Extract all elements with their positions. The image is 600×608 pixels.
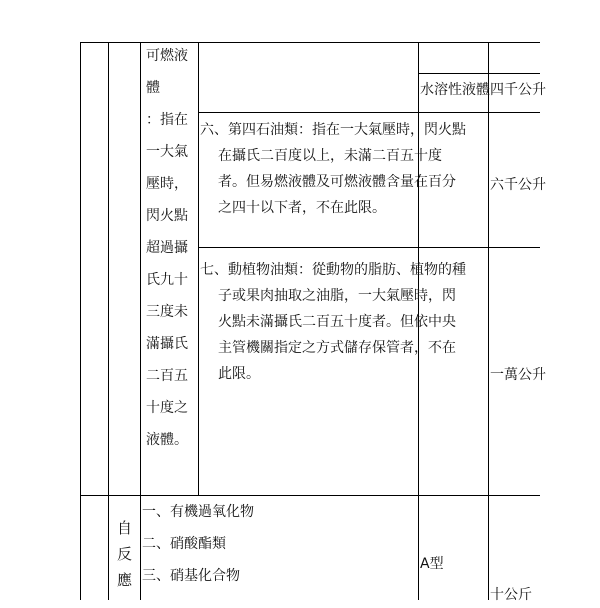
item6-line: 在攝氏二百度以上，未滿二百五十度 — [218, 148, 442, 164]
item7-quantity: 一萬公升 — [490, 367, 546, 383]
header-char: 自 — [117, 519, 133, 537]
self-reactive-item: 一、有機過氧化物 — [142, 504, 254, 520]
row-border-water-soluble-top — [418, 73, 540, 74]
water-soluble-quantity: 四千公升 — [490, 82, 546, 98]
definition-line: 三度未 — [146, 304, 188, 320]
item7-line: 子或果肉抽取之油脂，一大氣壓時，閃 — [218, 288, 456, 304]
definition-line: 十度之 — [146, 400, 188, 416]
col-border-6 — [488, 42, 489, 600]
self-reactive-type: A型 — [420, 556, 444, 572]
item7-line: 此限。 — [218, 366, 260, 382]
item7-line: 主管機關指定之方式儲存保管者，不在 — [218, 340, 456, 356]
header-char: 反 — [117, 545, 133, 563]
definition-line: 二百五 — [146, 368, 188, 384]
definition-line: 閃火點 — [146, 208, 188, 224]
col-border-1 — [80, 42, 81, 600]
header-char: 應 — [117, 571, 133, 589]
self-reactive-items — [142, 496, 254, 592]
col-border-4 — [198, 42, 199, 495]
definition-line: 一大氣 — [146, 144, 188, 160]
col-border-2 — [108, 42, 109, 600]
item6-line: 六、第四石油類：指在一大氣壓時，閃火點 — [200, 122, 466, 138]
item7-description — [200, 257, 466, 387]
item6-line: 者。但易燃液體及可燃液體含量在百分 — [218, 174, 456, 190]
definition-line: 可燃液 — [146, 48, 188, 64]
self-reactive-item: 二、硝酸酯類 — [142, 536, 226, 552]
item6-quantity: 六千公升 — [490, 177, 546, 193]
water-soluble-label: 水溶性液體 — [420, 82, 490, 98]
combustible-liquid-definition — [146, 40, 188, 456]
item6-description — [200, 117, 466, 221]
definition-line: 氏九十 — [146, 272, 188, 288]
definition-line: ：指在 — [146, 112, 188, 128]
self-reactive-quantity: 十公斤 — [490, 587, 532, 603]
definition-line: 體 — [146, 80, 160, 96]
item7-line: 火點未滿攝氏二百五十度者。但依中央 — [218, 314, 456, 330]
col-border-3 — [140, 42, 141, 600]
definition-line: 液體。 — [146, 432, 188, 448]
definition-line: 超過攝 — [146, 240, 188, 256]
self-reactive-header — [117, 515, 132, 593]
definition-line: 壓時， — [146, 176, 188, 192]
self-reactive-item: 三、硝基化合物 — [142, 568, 240, 584]
item7-line: 七、動植物油類：從動物的脂肪、植物的種 — [200, 262, 466, 278]
definition-line: 滿攝氏 — [146, 336, 188, 352]
item6-line: 之四十以下者，不在此限。 — [218, 200, 386, 216]
